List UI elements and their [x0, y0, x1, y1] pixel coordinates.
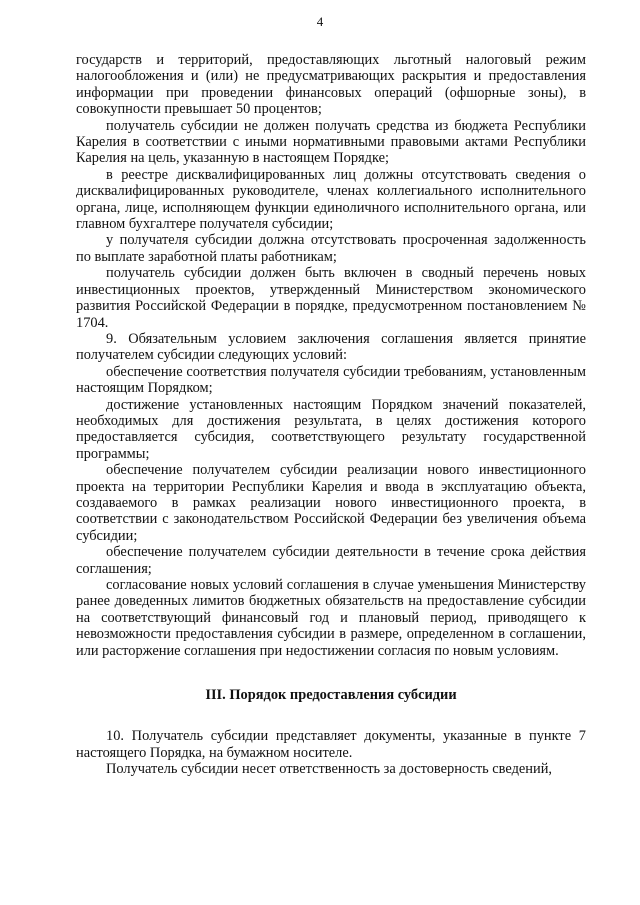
paragraph: у получателя субсидии должна отсутствовать просроченная задолженность по выплате заработной платы работникам; — [76, 232, 586, 265]
paragraph: получатель субсидии не должен получать средства из бюджета Республики Карелия в соответствии с иными нормативными правовыми актами Республики Карелия на цель, указанную в настоящем Порядке; — [76, 117, 586, 167]
paragraph: обеспечение соответствия получателя субсидии требованиям, установленным настоящим Порядком; — [76, 363, 586, 397]
document-body — [76, 52, 586, 778]
paragraph: согласование новых условий соглашения в случае уменьшения Министерству ранее доведенных лимитов бюджетных обязательств на предоставление субсидии на соответствующий финансовый год и плановый период, приводящего к невозможности предоставления субсидии в размере, определенном в соглашении, или расторжение соглашения при недостижении согласия по новым условиям. — [76, 577, 586, 659]
paragraph: обеспечение получателем субсидии деятельности в течение срока действия соглашения; — [76, 544, 586, 577]
section-title: III. Порядок предоставления субсидии — [205, 687, 457, 704]
paragraphs-before-section — [76, 52, 586, 659]
paragraph: в реестре дисквалифицированных лиц должны отсутствовать сведения о дисквалифицированных руководителе, членах коллегиального исполнительного органа, лице, исполняющем функции единоличного исполнительного органа, или главном бухгалтере получателя субсидии; — [76, 166, 586, 233]
paragraph: достижение установленных настоящим Порядком значений показателей, необходимых для достижения результата, в целях достижения которого предоставляется субсидия, соответствующего результату государственной программы; — [76, 396, 586, 462]
paragraph: 9. Обязательным условием заключения соглашения является принятие получателем субсидии следующих условий: — [76, 330, 586, 364]
page-number: 4 — [316, 14, 324, 29]
paragraph: обеспечение получателем субсидии реализации нового инвестиционного проекта на территории Республики Карелия и ввода в эксплуатацию объекта, создаваемого в рамках реализации нового инвестиционного проекта, в соответствии с законодательством Российской Федерации без увеличения объема субсидии; — [76, 462, 586, 544]
paragraph: получатель субсидии должен быть включен в сводный перечень новых инвестиционных проектов, утвержденный Министерством экономического развития Российской Федерации в порядке, предусмотренном постановлением № 1704. — [76, 265, 586, 331]
paragraph: Получатель субсидии несет ответственность за достоверность сведений, — [106, 761, 553, 778]
paragraph: 10. Получатель субсидии представляет документы, указанные в пункте 7 настоящего Порядка, на бумажном носителе. — [76, 728, 586, 761]
paragraphs-after-section — [76, 728, 586, 777]
paragraph: государств и территорий, предоставляющих льготный налоговый режим налогообложения и (или) не предусматривающих раскрытия и предоставления информации при проведении финансовых операций (офшорные зоны), в совокупности превышает 50 процентов; — [76, 52, 586, 118]
